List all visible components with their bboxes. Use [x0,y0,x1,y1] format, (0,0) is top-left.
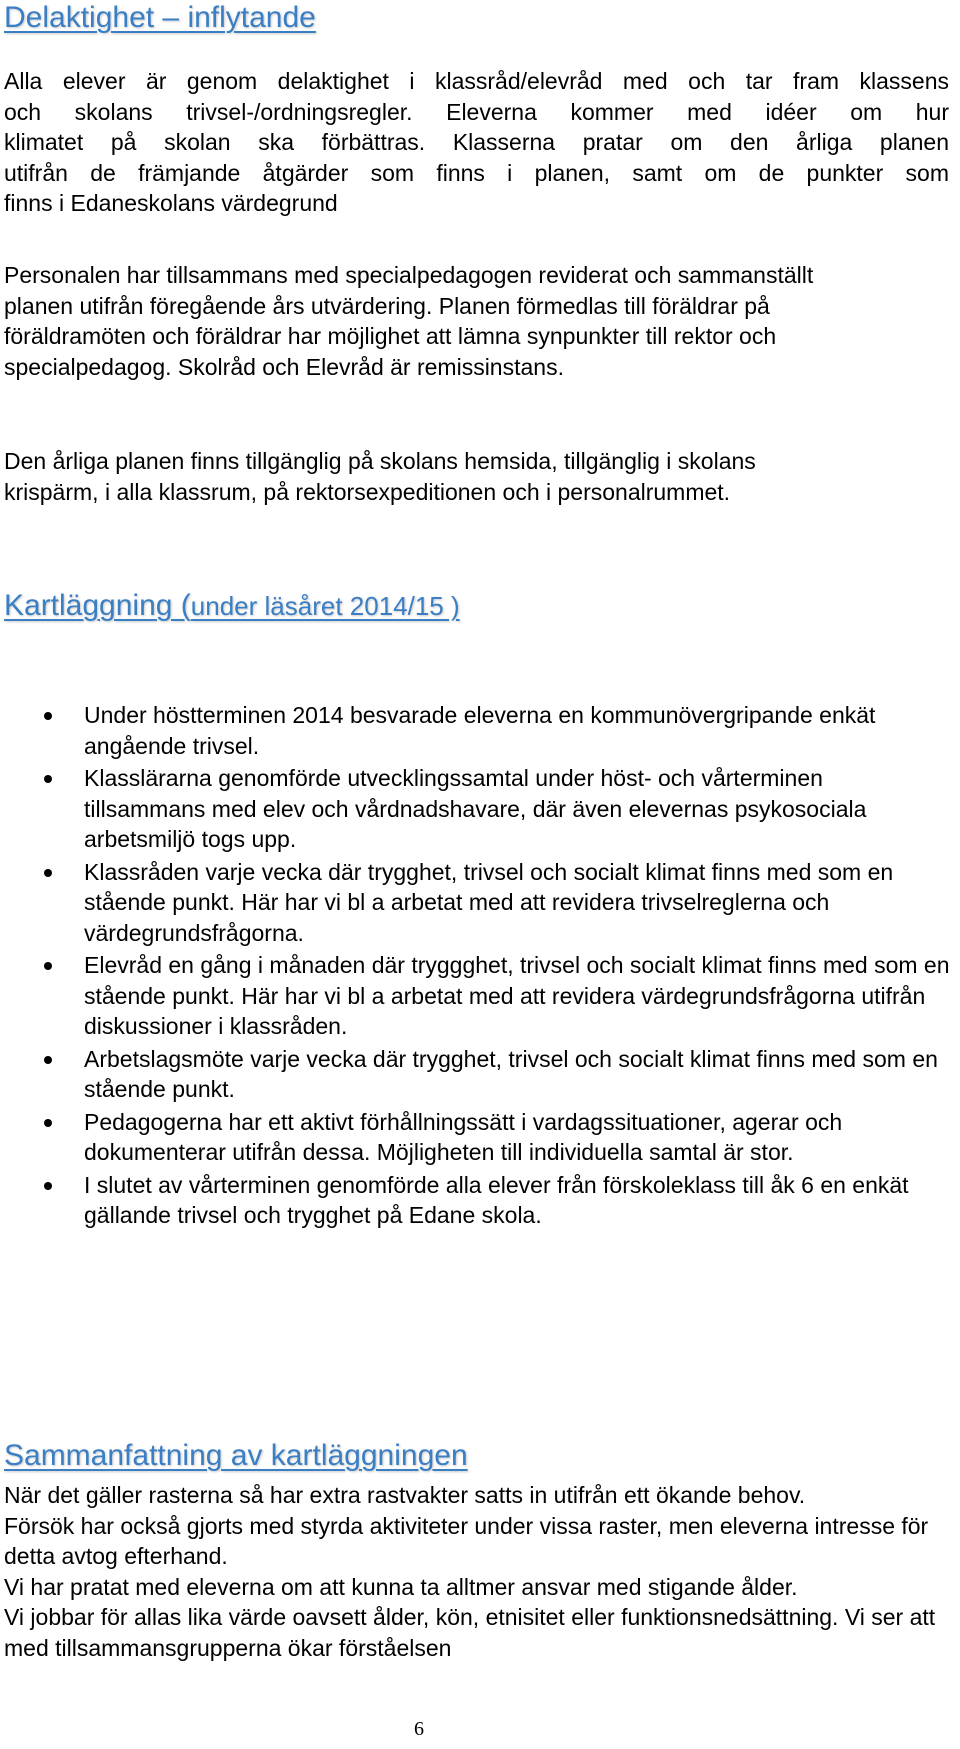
paragraph-line: Alla elever är genom delaktighet i klassråd/elevråd med och tar fram klassens [4,68,949,94]
list-item-text: Elevråd en gång i månaden där tryggghet, trivsel och socialt klimat finns med som en stående punkt. Här har vi bl a arbetat med att revidera värdegrundsfrågorna utifrån diskussioner i klassråden. [84,952,950,1039]
list-item-text: Pedagogerna har ett aktivt förhållningssätt i vardagssituationer, agerar och dokumenterar utifrån dessa. Möjligheten till individuella samtal är stor. [84,1108,843,1165]
list-item [0,1044,960,1105]
page-number: 6 [414,1718,424,1740]
list-item-text: Klasslärarna genomförde utvecklingssamtal under höst- och vårterminen tillsammans med elev och vårdnadshavare, där även elevernas psykosociala arbetsmiljö togs upp. [84,765,867,852]
summary-line: När det gäller rasterna så har extra rastvakter satts in utifrån ett ökande behov. [4,1482,806,1508]
list-item-text: Arbetslagsmöte varje vecka där trygghet, trivsel och socialt klimat finns med som en stående punkt. [84,1045,938,1102]
summary-line: Vi jobbar för allas lika värde oavsett ålder, kön, etnisitet eller funktionsnedsättning. Vi ser att med tillsammansgrupperna ökar förståelsen [4,1604,936,1661]
bullet-icon [44,775,52,783]
list-item [0,700,960,761]
bullet-icon [44,869,52,877]
summary-line: Försök har också gjorts med styrda aktiviteter under vissa raster, men eleverna intresse för detta avtog efterhand. [4,1512,929,1569]
list-item [0,763,960,855]
list-item-text: I slutet av vårterminen genomförde alla elever från förskoleklass till åk 6 en enkät gällande trivsel och trygghet på Edane skola. [84,1171,909,1228]
paragraph-line: utifrån de främjande åtgärder som finns i planen, samt om de punkter som [4,159,949,186]
heading-kartlaggning-sub: under läsåret 2014/15 ) [190,591,460,621]
paragraph-sammanfattning [4,1480,949,1663]
bullet-icon [44,1119,52,1127]
heading-kartlaggning [4,586,460,626]
list-item [0,950,960,1042]
list-item [0,1107,960,1168]
heading-sammanfattning: Sammanfattning av kartläggningen [4,1439,468,1472]
bullet-icon [44,962,52,970]
summary-line: Vi har pratat med eleverna om att kunna ta alltmer ansvar med stigande ålder. [4,1573,798,1600]
list-item-text: Under höstterminen 2014 besvarade eleverna en kommunövergripande enkät angående trivsel. [84,702,876,759]
paragraph-line: klimatet på skolan ska förbättras. Klasserna pratar om den årliga planen [4,129,949,155]
bullet-icon [44,1056,52,1064]
paragraph-personalen: Personalen har tillsammans med specialpedagogen reviderat och sammanställt planen utifrån föregående års utvärdering. Planen förmedlas till föräldrar på föräldramöten och föräldrar har möjlighet att lämna synpunkter till rektor och specialpedagog. Skolråd och Elevråd är remissinstans. [4,262,814,380]
bullet-icon [44,712,52,720]
bullet-icon [44,1182,52,1190]
heading-kartlaggning-main: Kartläggning ( [4,589,191,622]
kartlaggning-list [0,700,960,1233]
list-item [0,1170,960,1231]
paragraph-arliga-planen: Den årliga planen finns tillgänglig på skolans hemsida, tillgänglig i skolans krispärm, i alla klassrum, på rektorsexpeditionen och i personalrummet. [4,448,756,505]
list-item-text: Klassråden varje vecka där trygghet, trivsel och socialt klimat finns med som en stående punkt. Här har vi bl a arbetat med att revidera trivselreglerna och värdegrundsfrågorna. [84,858,894,946]
heading-delaktighet: Delaktighet – inflytande [4,1,316,34]
paragraph-delaktighet [4,66,949,219]
paragraph-line: och skolans trivsel-/ordningsregler. Eleverna kommer med idéer om hur [4,98,949,125]
list-item [0,857,960,949]
paragraph-line: finns i Edaneskolans värdegrund [4,190,338,216]
